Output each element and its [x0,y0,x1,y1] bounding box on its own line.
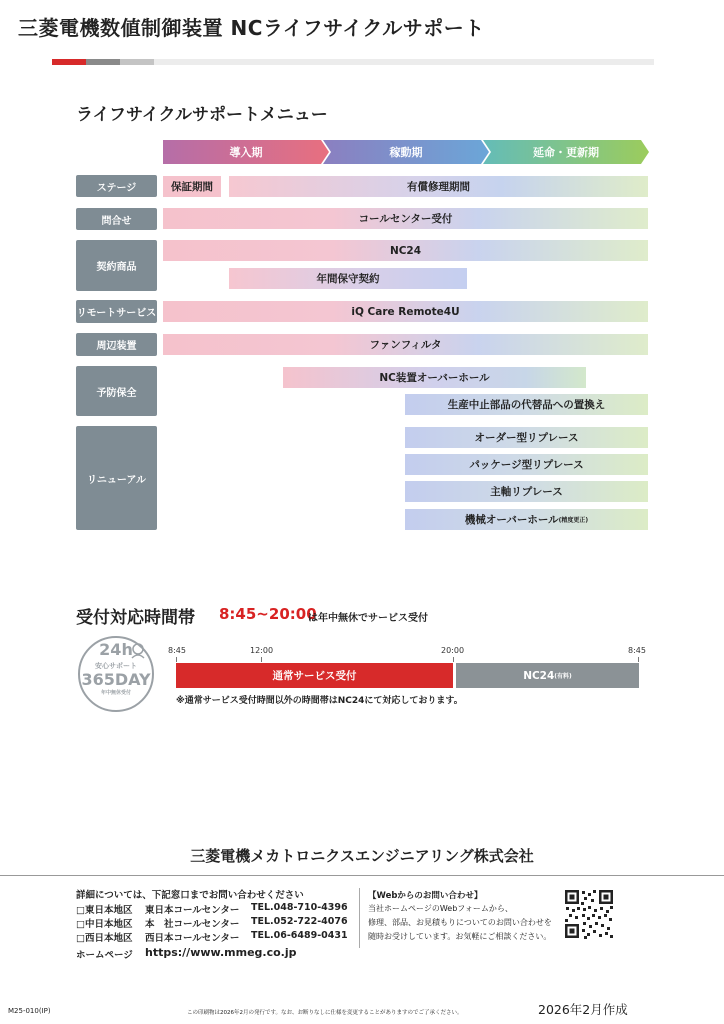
disclaimer: この印刷物は2026年2月の発行です。なお、お断りなしに仕様を変更することがありますのでご了承ください。 [187,1010,463,1016]
phase-renewal: 延命・更新期 [533,145,599,159]
tick-845-start: 8:45 [168,646,186,655]
contact-region-east: □東日本地区 [76,905,133,916]
row-label-inquiry: 問合せ [76,208,157,230]
page-title: 三菱電機数値制御装置 NCライフサイクルサポート [18,16,485,40]
header-color-bar [52,59,654,65]
nc24-bar-note: (有料) [554,673,572,680]
contact-region-central: □中日本地区 [76,919,133,930]
qr-code-icon[interactable] [564,889,614,939]
bar-discontinued-parts: 生産中止部品の代替品への置換え [405,394,648,415]
bar-spindle-replace: 主軸リプレース [405,481,648,502]
nc24-bar [456,663,639,688]
bar-fan-filter: ファンフィルタ [163,334,648,355]
hours-note: は年中無休でサービス受付 [308,613,428,624]
tick-845-end: 8:45 [628,646,646,655]
row-label-preventive: 予防保全 [76,366,157,416]
tick-2000: 20:00 [441,646,465,655]
bar-order-replace: オーダー型リプレース [405,427,648,448]
bar-package-replace: パッケージ型リプレース [405,454,648,475]
bar-annual-maintenance: 年間保守契約 [229,268,467,289]
web-line-1: 当社ホームページのWebフォームから、 [368,904,513,913]
bar-remote4u: iQ Care Remote4U [163,301,648,322]
contact-tel-west[interactable]: TEL.06-6489-0431 [251,930,348,941]
contact-divider [359,888,360,948]
hours-footnote: ※通常サービス受付時間以外の時間帯はNC24にて対応しております。 [176,696,463,706]
hours-heading: 受付対応時間帯 [76,608,195,628]
tick-mark [176,657,177,662]
menu-heading: ライフサイクルサポートメニュー [76,105,328,125]
badge-anshin: 安心サポート [95,662,137,670]
contact-center-east: 東日本コールセンター [145,905,240,916]
issue-date: 2026年2月作成 [538,1002,628,1017]
normal-service-bar: 通常サービス受付 [176,663,453,688]
tick-mark [453,657,454,662]
bar-warranty: 保証期間 [163,176,221,197]
footer-divider [0,875,724,876]
bar-nc24: NC24 [163,240,648,261]
bar-machine-overhaul-note: (精度更正) [558,517,589,524]
company-name: 三菱電機メカトロニクスエンジニアリング株式会社 [190,847,534,865]
homepage-link[interactable]: https://www.mmeg.co.jp [145,946,297,959]
badge-365day: 365DAY [81,670,151,689]
bar-machine-overhaul-label: 機械オーバーホール [464,514,559,526]
tick-mark [261,657,262,662]
web-line-3: 随時お受けしています。お気軽にご相談ください。 [368,932,552,941]
web-title: 【Webからのお問い合わせ】 [368,891,483,901]
tick-1200: 12:00 [250,646,274,655]
contact-intro: 詳細については、下記窓口までお問い合わせください [76,890,304,901]
row-label-remote: リモートサービス [76,300,157,323]
hours-time: 8:45~20:00 [219,605,317,623]
phase-operation: 稼動期 [389,145,423,159]
phase-intro: 導入期 [229,145,263,159]
badge-bottom: 年中無休受付 [100,690,131,696]
bar-paid-repair: 有償修理期間 [229,176,648,197]
row-label-renewal: リニューアル [76,426,157,530]
homepage-label: ホームページ [76,950,133,961]
nc24-bar-label: NC24 [523,669,555,682]
bar-machine-overhaul [405,509,648,530]
contact-tel-central[interactable]: TEL.052-722-4076 [251,916,348,927]
bar-nc-overhaul: NC装置オーバーホール [283,367,586,388]
contact-region-west: □西日本地区 [76,933,133,944]
web-line-2: 修理、部品、お見積もりについてのお問い合わせを [368,918,552,927]
badge-24h: 24h [99,640,133,659]
contact-center-west: 西日本コールセンター [145,933,240,944]
tick-mark [638,657,639,662]
doc-code: M25-010(IP) [8,1007,51,1015]
bar-call-center: コールセンター受付 [163,208,648,229]
row-label-contract: 契約商品 [76,240,157,291]
contact-center-central: 本 社コールセンター [145,919,240,930]
row-label-stage: ステージ [76,175,157,197]
row-label-peripheral: 周辺装置 [76,333,157,356]
contact-tel-east[interactable]: TEL.048-710-4396 [251,902,348,913]
